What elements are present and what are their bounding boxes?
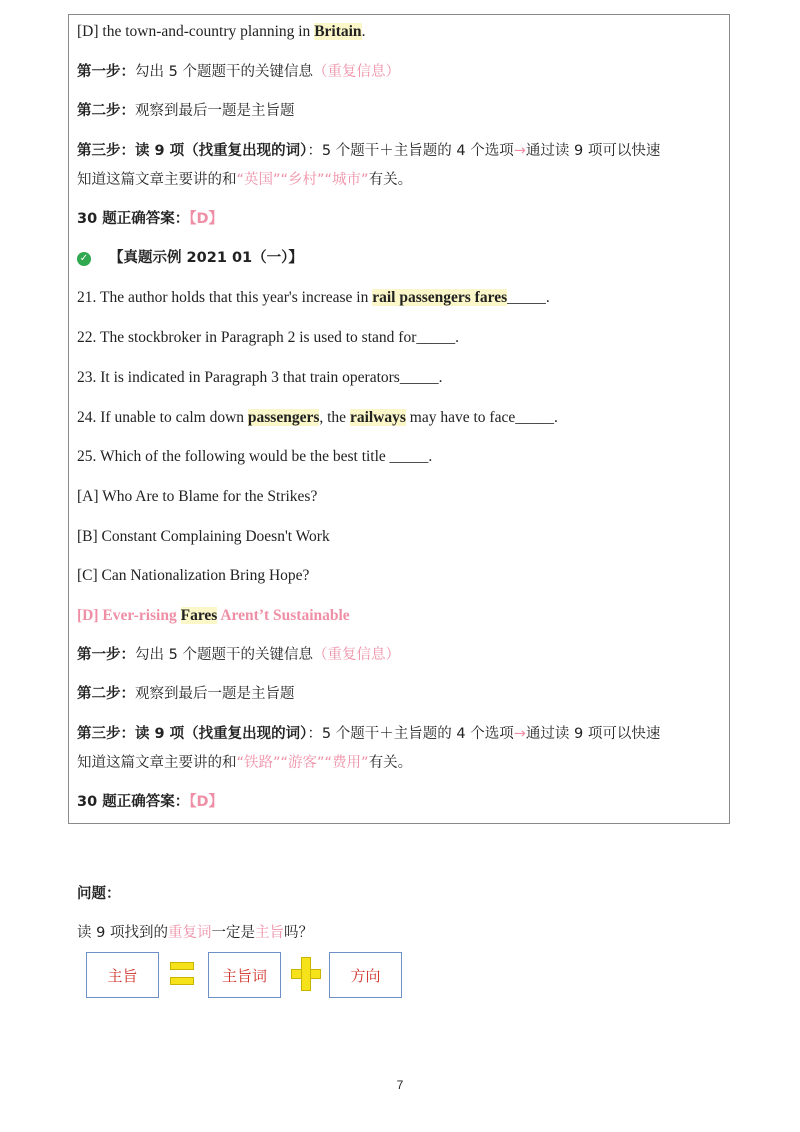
- option-a: [A] Who Are to Blame for the Strikes?: [77, 488, 318, 505]
- formula-box-direction: 方向: [329, 952, 402, 998]
- question-21: 21. The author holds that this year's increase in rail passengers fares_____.: [77, 289, 550, 306]
- answer-line: 30 题正确答案：【D】: [77, 211, 224, 227]
- check-circle-icon: ✓: [77, 252, 91, 266]
- step3-line: 第三步：读 9 项（找重复出现的词）：5 个题干＋主旨题的 4 个选项→通过读 9 项可以快速: [77, 143, 661, 159]
- question-22: 22. The stockbroker in Paragraph 2 is used to stand for_____.: [77, 329, 459, 346]
- step1-line: 第一步：勾出 5 个题题干的关键信息（重复信息）: [77, 64, 400, 80]
- answer-line: 30 题正确答案：【D】: [77, 794, 224, 810]
- step1-line: 第一步：勾出 5 个题题干的关键信息（重复信息）: [77, 647, 400, 663]
- equals-icon: [170, 962, 194, 986]
- page-number: 7: [396, 1078, 404, 1092]
- step3-line-2: 知道这篇文章主要讲的和“英国”“乡村”“城市”有关。: [77, 172, 413, 188]
- step3-line-2: 知道这篇文章主要讲的和“铁路”“游客”“费用”有关。: [77, 755, 413, 771]
- option-d-britain: [D] the town-and-country planning in Britain.: [77, 23, 366, 40]
- option-b: [B] Constant Complaining Doesn't Work: [77, 528, 330, 545]
- question-heading: 问题：: [77, 886, 121, 902]
- question-25: 25. Which of the following would be the best title _____.: [77, 448, 433, 465]
- step2-line: 第二步：观察到最后一题是主旨题: [77, 686, 295, 702]
- step2-line: 第二步：观察到最后一题是主旨题: [77, 103, 295, 119]
- option-d-fares: [D] Ever-rising Fares Arent’t Sustainable: [77, 607, 350, 624]
- question-text: 读 9 项找到的重复词一定是主旨吗？: [77, 925, 313, 941]
- question-23: 23. It is indicated in Paragraph 3 that train operators_____.: [77, 369, 443, 386]
- formula-box-theme-word: 主旨词: [208, 952, 281, 998]
- formula-box-theme: 主旨: [86, 952, 159, 998]
- option-c: [C] Can Nationalization Bring Hope?: [77, 567, 310, 584]
- question-24: 24. If unable to calm down passengers, the railways may have to face_____.: [77, 409, 558, 426]
- example-heading: ✓ 【真题示例 2021 01（一）】: [77, 248, 303, 268]
- step3-line: 第三步：读 9 项（找重复出现的词）：5 个题干＋主旨题的 4 个选项→通过读 9 项可以快速: [77, 726, 661, 742]
- plus-icon: [291, 957, 321, 991]
